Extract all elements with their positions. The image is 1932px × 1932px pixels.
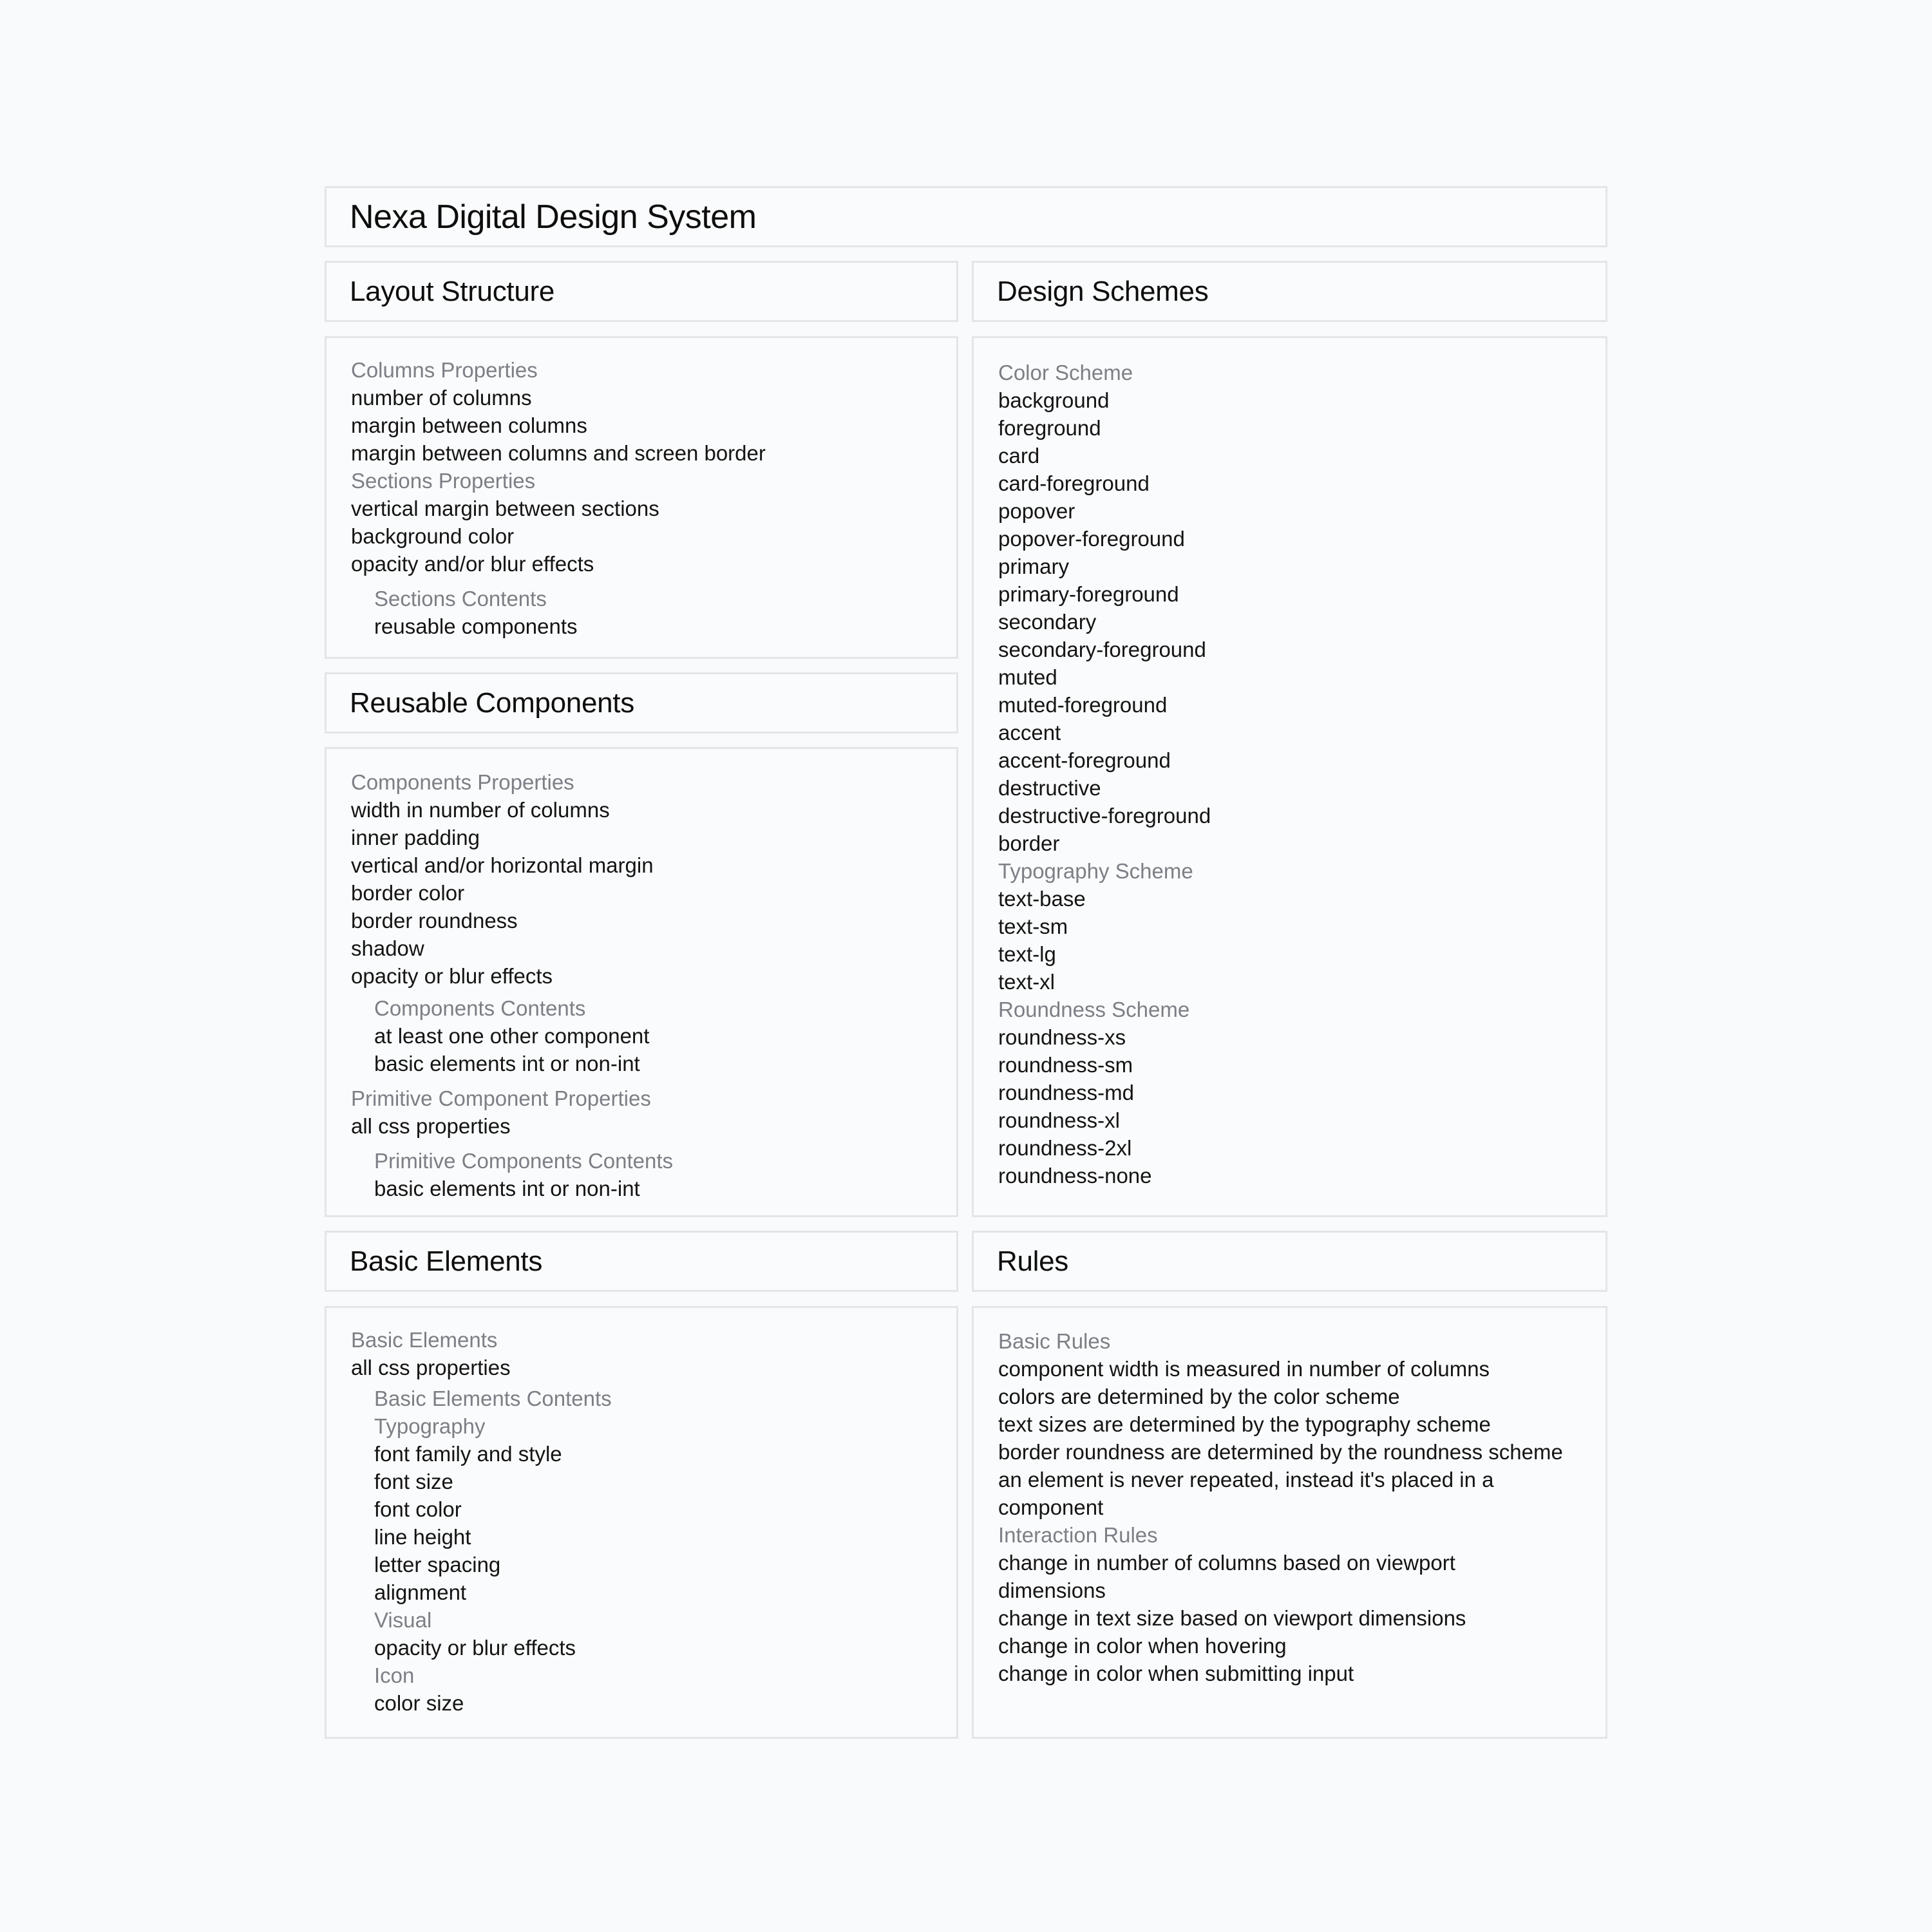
sections-contents-label: Sections Contents	[374, 587, 547, 611]
color-scheme-label: Color Scheme	[998, 361, 1133, 384]
list-item: roundness-2xl	[998, 1136, 1132, 1160]
list-item: roundness-md	[998, 1081, 1134, 1104]
list-item: background	[998, 388, 1110, 412]
rules-title: Rules	[997, 1245, 1068, 1277]
typography-label: Typography	[374, 1414, 486, 1438]
layout-structure-card	[325, 336, 958, 659]
list-item: change in color when hovering	[998, 1634, 1287, 1658]
list-item: popover-foreground	[998, 527, 1185, 551]
list-item: reusable components	[374, 614, 578, 638]
list-item: margin between columns and screen border	[351, 441, 766, 465]
rules-header	[972, 1231, 1607, 1292]
list-item: change in text size based on viewport dimensions	[998, 1606, 1466, 1630]
list-item: basic elements int or non-int	[374, 1052, 640, 1075]
list-item: an element is never repeated, instead it's placed in a component	[998, 1468, 1494, 1519]
list-item: background color	[351, 524, 515, 548]
list-item: roundness-sm	[998, 1053, 1133, 1077]
list-item: width in number of columns	[351, 798, 610, 822]
basic-rules-label: Basic Rules	[998, 1329, 1111, 1353]
basic-elements-title: Basic Elements	[350, 1245, 543, 1277]
list-item: number of columns	[351, 386, 532, 410]
list-item: opacity or blur effects	[374, 1636, 576, 1660]
list-item: secondary	[998, 610, 1097, 634]
list-item: vertical margin between sections	[351, 497, 659, 520]
list-item: font family and style	[374, 1442, 562, 1466]
list-item: basic elements int or non-int	[374, 1177, 640, 1200]
list-item: margin between columns	[351, 413, 587, 437]
list-item: destructive	[998, 776, 1101, 800]
interaction-rules-label: Interaction Rules	[998, 1523, 1158, 1547]
list-item: opacity or blur effects	[351, 964, 553, 988]
list-item: secondary-foreground	[998, 638, 1206, 661]
list-item: border color	[351, 881, 465, 905]
basic-elements-card	[325, 1306, 958, 1739]
list-item: roundness-xl	[998, 1108, 1120, 1132]
list-item: muted-foreground	[998, 693, 1168, 717]
list-item: card	[998, 444, 1040, 468]
visual-label: Visual	[374, 1608, 432, 1632]
list-item: accent-foreground	[998, 748, 1171, 772]
list-item: border roundness	[351, 909, 518, 933]
basic-elements-contents-label: Basic Elements Contents	[374, 1387, 612, 1410]
design-schemes-card	[972, 336, 1607, 1217]
list-item: alignment	[374, 1580, 467, 1604]
list-item: muted	[998, 665, 1057, 689]
reusable-components-title: Reusable Components	[350, 687, 634, 719]
list-item: line height	[374, 1525, 471, 1549]
components-properties-label: Components Properties	[351, 770, 574, 794]
rules-card	[972, 1306, 1607, 1739]
list-item: shadow	[351, 936, 424, 960]
list-item: text-base	[998, 887, 1086, 911]
list-item: opacity and/or blur effects	[351, 552, 594, 576]
list-item: popover	[998, 499, 1075, 523]
list-item: primary-foreground	[998, 582, 1179, 606]
list-item: text-sm	[998, 914, 1068, 938]
primitive-component-properties-label: Primitive Component Properties	[351, 1086, 651, 1110]
basic-elements-label: Basic Elements	[351, 1328, 498, 1352]
list-item: change in number of columns based on viewport dimensions	[998, 1551, 1455, 1602]
sections-properties-label: Sections Properties	[351, 469, 536, 493]
list-item: colors are determined by the color scheme	[998, 1385, 1400, 1408]
list-item: text-xl	[998, 970, 1056, 994]
title-bar	[325, 186, 1607, 247]
list-item: letter spacing	[374, 1553, 501, 1577]
list-item: card-foreground	[998, 471, 1150, 495]
list-item: roundness-none	[998, 1164, 1152, 1188]
list-item: destructive-foreground	[998, 804, 1211, 828]
list-item: border roundness are determined by the roundness scheme	[998, 1440, 1563, 1464]
components-contents-label: Components Contents	[374, 996, 586, 1020]
list-item: foreground	[998, 416, 1101, 440]
typography-scheme-label: Typography Scheme	[998, 859, 1193, 883]
list-item: inner padding	[351, 826, 480, 849]
list-item: roundness-xs	[998, 1025, 1126, 1049]
layout-structure-title: Layout Structure	[350, 275, 555, 307]
list-item: accent	[998, 721, 1061, 744]
list-item: color size	[374, 1691, 464, 1715]
primitive-components-contents-label: Primitive Components Contents	[374, 1149, 674, 1173]
basic-elements-header	[325, 1231, 958, 1292]
columns-properties-label: Columns Properties	[351, 358, 538, 382]
layout-structure-header	[325, 261, 958, 322]
icon-label: Icon	[374, 1663, 415, 1687]
reusable-components-header	[325, 672, 958, 734]
list-item: text sizes are determined by the typography scheme	[998, 1412, 1491, 1436]
list-item: primary	[998, 554, 1070, 578]
page-title: Nexa Digital Design System	[350, 198, 757, 236]
design-schemes-header	[972, 261, 1607, 322]
list-item: font size	[374, 1470, 453, 1493]
list-item: text-lg	[998, 942, 1056, 966]
list-item: component width is measured in number of columns	[998, 1357, 1490, 1381]
list-item: font color	[374, 1497, 462, 1521]
list-item: change in color when submitting input	[998, 1662, 1354, 1685]
roundness-scheme-label: Roundness Scheme	[998, 998, 1190, 1021]
list-item: vertical and/or horizontal margin	[351, 853, 654, 877]
list-item: border	[998, 831, 1060, 855]
list-item: at least one other component	[374, 1024, 650, 1048]
reusable-components-card	[325, 747, 958, 1217]
list-item: all css properties	[351, 1356, 511, 1379]
design-schemes-title: Design Schemes	[997, 275, 1209, 307]
list-item: all css properties	[351, 1114, 511, 1138]
